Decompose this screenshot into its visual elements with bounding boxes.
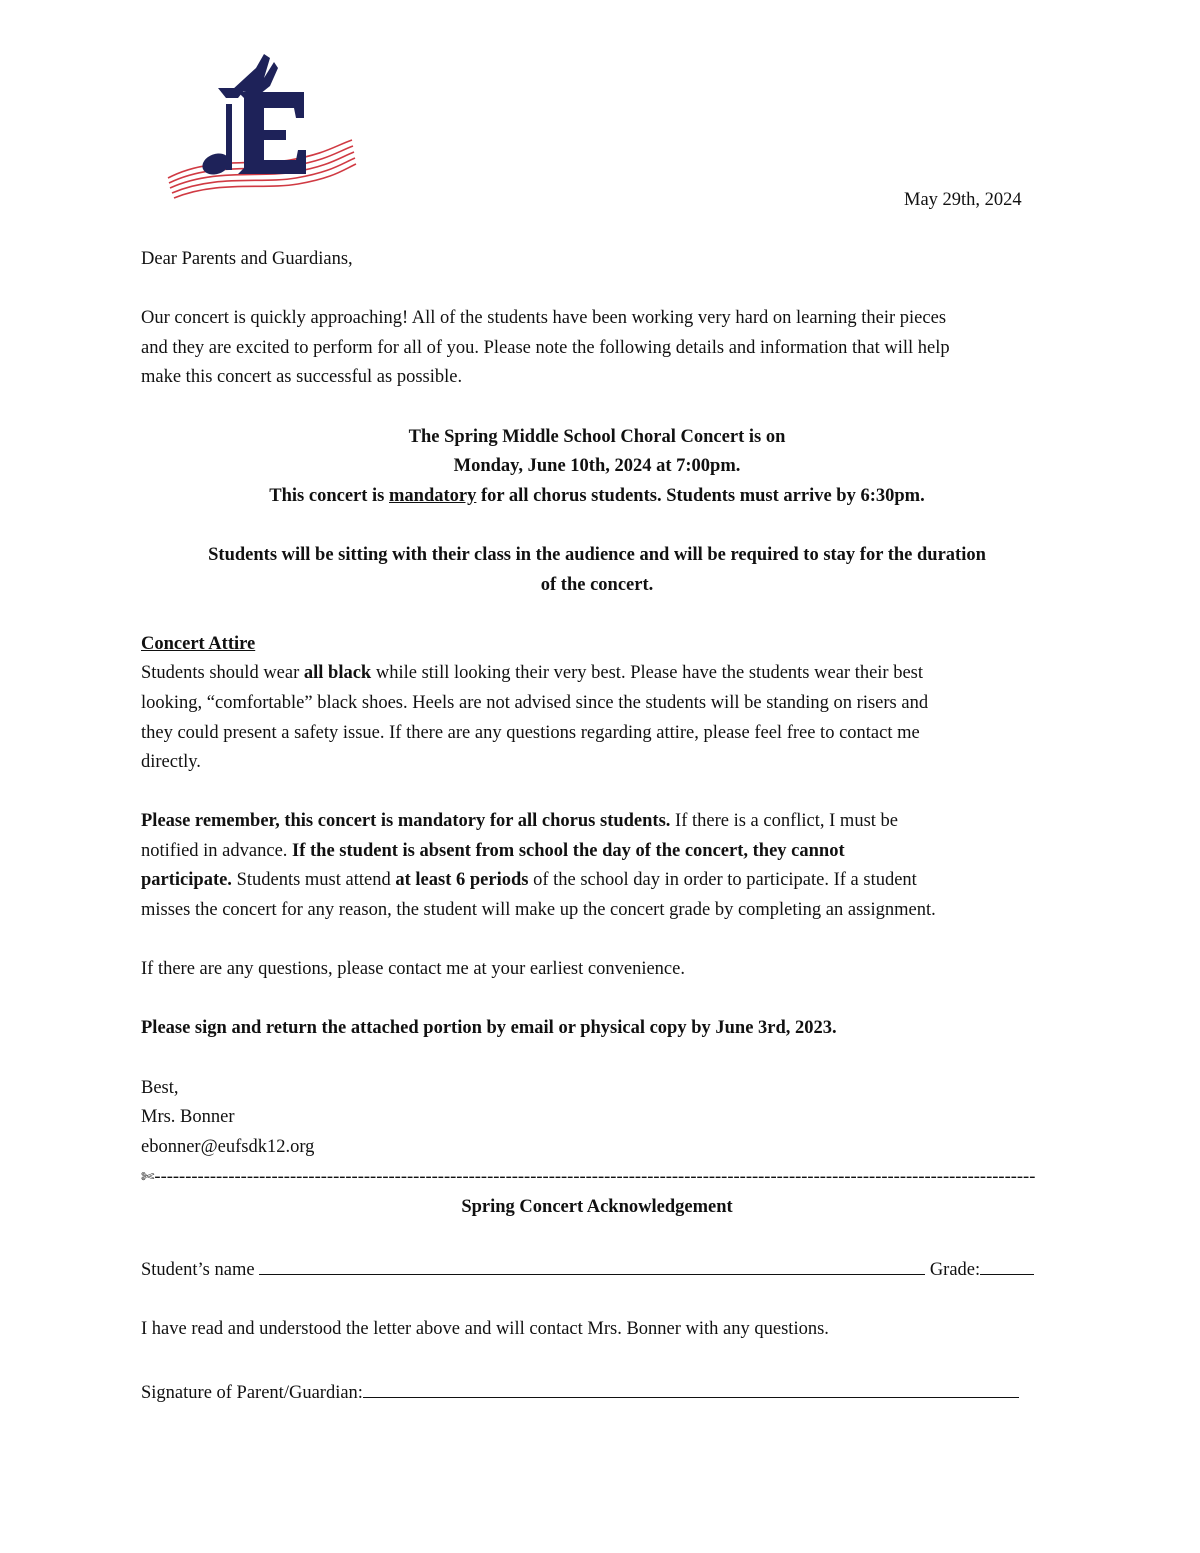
signer-name: Mrs. Bonner <box>141 1107 235 1128</box>
attire-section <box>141 630 1053 778</box>
attire-line: looking, “comfortable” black shoes. Heels are not advised since the students will be standing on risers and <box>141 692 929 713</box>
questions-note: If there are any questions, please contact me at your earliest convenience. <box>141 959 685 980</box>
attire-line: directly. <box>141 752 201 773</box>
acknowledgement-title: Spring Concert Acknowledgement <box>461 1197 733 1217</box>
return-note: Please sign and return the attached portion by email or physical copy by June 3rd, 2023. <box>141 1018 837 1039</box>
signature-field[interactable] <box>363 1375 1019 1398</box>
seating-line: of the concert. <box>540 574 654 595</box>
wing-shape <box>218 54 278 98</box>
letter-e <box>238 92 306 174</box>
scissors-icon: ✄ <box>141 1167 155 1187</box>
music-note <box>199 104 232 178</box>
attire-line: Students should wear all black while still looking their very best. Please have the students wear their best <box>141 663 924 684</box>
reminder-line: Please remember, this concert is mandatory for all chorus students. If there is a conflict, I must be <box>141 811 898 832</box>
grade-field[interactable] <box>980 1252 1034 1275</box>
seating-line: Students will be sitting with their class in the audience and will be required to stay for the duration <box>208 544 986 565</box>
winged-e-music-note-logo <box>160 52 360 208</box>
intro-line: Our concert is quickly approaching! All of the students have been working very hard on learning their pieces <box>141 308 947 329</box>
announcement-date: Monday, June 10th, 2024 at 7:00pm. <box>453 456 741 477</box>
letter-body <box>141 245 1053 1408</box>
reminder-line: participate. Students must attend at least 6 periods of the school day in order to participate. If a student <box>141 870 917 891</box>
student-name-label: Student’s name <box>141 1260 255 1281</box>
signature-label: Signature of Parent/Guardian: <box>141 1382 363 1403</box>
acknowledgement-statement: I have read and understood the letter above and will contact Mrs. Bonner with any questions. <box>141 1319 829 1340</box>
seating-notice <box>141 541 1053 600</box>
reminder-line: misses the concert for any reason, the student will make up the concert grade by completing an assignment. <box>141 900 936 921</box>
announcement-line: This concert is mandatory for all chorus students. Students must arrive by 6:30pm. <box>269 485 925 506</box>
intro-line: make this concert as successful as possible. <box>141 367 463 388</box>
attire-line: they could present a safety issue. If there are any questions regarding attire, please feel free to contact me <box>141 722 920 743</box>
greeting: Dear Parents and Guardians, <box>141 249 353 269</box>
dashed-line: ----------------------------------------------------------------------------------------------------------------------------------------------- <box>154 1167 1036 1188</box>
student-name-row <box>141 1252 1053 1286</box>
attire-heading: Concert Attire <box>141 633 256 654</box>
announcement-line: The Spring Middle School Choral Concert is on <box>408 426 786 447</box>
intro-paragraph <box>141 304 1053 393</box>
logo-letter: E <box>160 52 161 53</box>
cut-line <box>141 1162 1053 1193</box>
intro-line: and they are excited to perform for all of you. Please note the following details and information that will help <box>141 337 950 358</box>
reminder-line: notified in advance. If the student is absent from school the day of the concert, they cannot <box>141 840 845 861</box>
closing: Best, <box>141 1077 179 1098</box>
grade-label: Grade: <box>929 1260 981 1281</box>
signature-row <box>141 1375 1053 1409</box>
signer-email: ebonner@eufsdk12.org <box>141 1136 315 1157</box>
letter-date: May 29th, 2024 <box>904 190 1022 210</box>
signoff <box>141 1074 1053 1163</box>
student-name-field[interactable] <box>259 1252 925 1275</box>
reminder-paragraph <box>141 807 1053 925</box>
concert-announcement <box>141 423 1053 512</box>
